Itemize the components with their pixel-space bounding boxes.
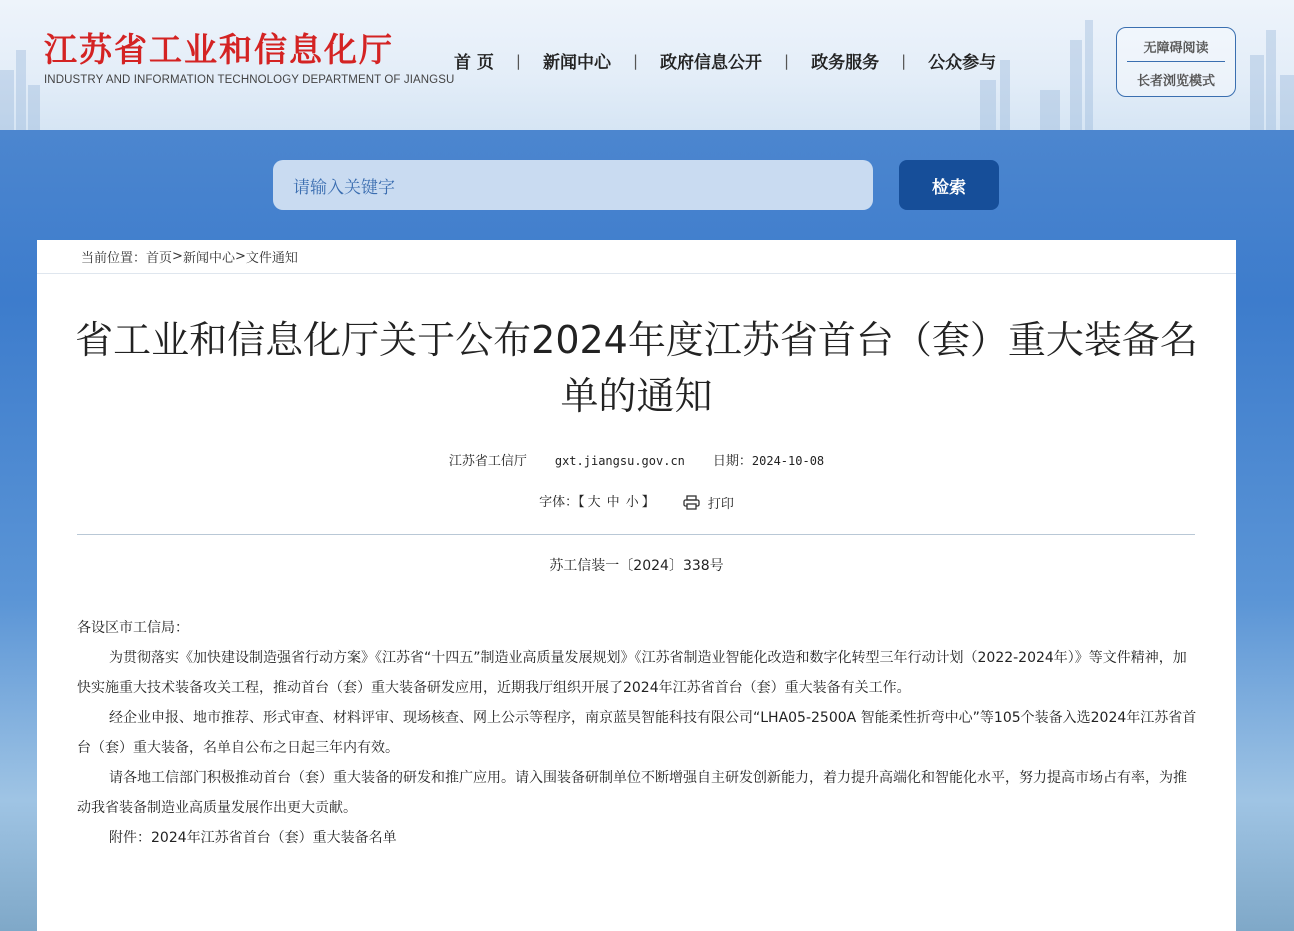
font-bracket-open: 【 [578, 495, 585, 510]
print-label: 打印 [707, 497, 734, 512]
nav-public-participation[interactable]: 公众参与 [928, 53, 997, 73]
site-header [0, 0, 1294, 130]
breadcrumb-separator: > [234, 249, 246, 264]
font-size-small-button[interactable]: 小 [625, 495, 639, 510]
breadcrumb-label: 当前位置： [81, 251, 147, 266]
article-tools [37, 491, 1236, 512]
breadcrumb-home[interactable]: 首页 [146, 251, 173, 266]
nav-separator: | [632, 51, 639, 70]
attachment-link[interactable]: 附件：2024年江苏省首台（套）重大装备名单 [109, 830, 397, 846]
elder-mode-button[interactable]: 长者浏览模式 [1136, 74, 1215, 89]
article-panel [37, 240, 1236, 931]
paragraph-2: 经企业申报、地市推荐、形式审查、材料评审、现场核查、网上公示等程序，南京蓝昊智能科技有限公司“LHA05-2500A 智能柔性折弯中心”等105个装备入选2024年江苏省首台（套）重大装备，名单自公布之日起三年内有效。 [77, 710, 1197, 756]
logo-chinese-name: 江苏省工业和信息化厅 [44, 30, 394, 69]
nav-separator: | [784, 51, 790, 70]
print-button[interactable] [683, 493, 734, 512]
font-size-label: 字体： [539, 495, 579, 510]
logo-english-name: INDUSTRY AND INFORMATION TECHNOLOGY DEPARTMENT OF JIANGSU [44, 74, 455, 86]
nav-home[interactable]: 首 页 [454, 53, 494, 73]
document-number: 苏工信装一〔2024〕338号 [549, 558, 724, 574]
breadcrumb-news-center[interactable]: 新闻中心 [182, 251, 235, 266]
article-source: 江苏省工信厅 [448, 454, 527, 469]
font-bracket-close: 】 [641, 495, 655, 510]
article-site: gxt.jiangsu.gov.cn [554, 454, 685, 468]
article-date: 2024-10-08 [751, 454, 825, 468]
nav-separator: | [901, 51, 907, 70]
accessibility-box [1116, 27, 1236, 97]
breadcrumb-separator: > [172, 249, 183, 264]
date-label: 日期： [712, 454, 752, 469]
paragraph-1: 为贯彻落实《加快建设制造强省行动方案》《江苏省“十四五”制造业高质量发展规划》《江苏省制造业智能化改造和数字化转型三年行动计划（2022-2024年）》等文件精神，加快实施重大技术装备攻关工程，推动首台（套）重大装备研发应用，近期我厅组织开展了2024年江苏省首台（套）重大装备有关工作。 [77, 650, 1187, 696]
breadcrumb [37, 240, 1236, 274]
article-title: 省工业和信息化厅关于公布2024年度江苏省首台（套）重大装备名单的通知 [75, 318, 1198, 418]
breadcrumb-file-notices[interactable]: 文件通知 [245, 251, 298, 266]
paragraph-3: 请各地工信部门积极推动首台（套）重大装备的研发和推广应用。请入围装备研制单位不断增强自主研发创新能力，着力提升高端化和智能化水平，努力提高市场占有率，为推动我省装备制造业高质量发展作出更大贡献。 [77, 770, 1187, 816]
nav-gov-info-disclosure[interactable]: 政府信息公开 [660, 53, 763, 73]
font-size-medium-button[interactable]: 中 [606, 495, 620, 510]
nav-separator: | [515, 51, 521, 70]
salutation: 各设区市工信局： [77, 620, 189, 636]
barrier-free-reading-button[interactable]: 无障碍阅读 [1143, 41, 1209, 56]
font-size-large-button[interactable]: 大 [587, 495, 601, 510]
site-logo[interactable] [44, 30, 454, 86]
main-nav [454, 48, 996, 73]
article-meta [37, 450, 1236, 469]
printer-icon [683, 495, 700, 510]
nav-news-center[interactable]: 新闻中心 [542, 53, 611, 73]
search-input[interactable]: 请输入关键字 [273, 160, 873, 210]
nav-gov-services[interactable]: 政务服务 [811, 53, 880, 73]
meta-divider [77, 534, 1195, 535]
article-body [77, 613, 1197, 853]
search-button[interactable]: 检索 [899, 160, 999, 210]
